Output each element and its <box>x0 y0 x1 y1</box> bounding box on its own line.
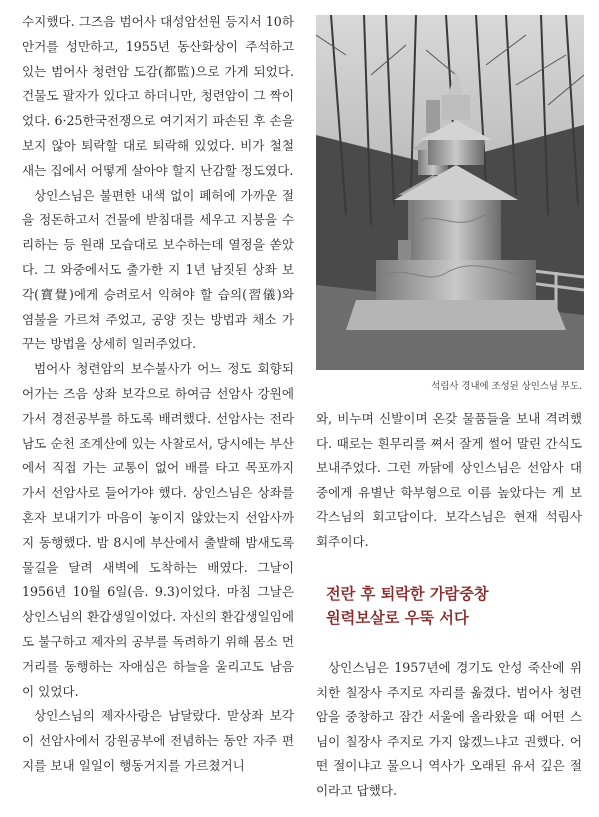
paragraph-repair-work: 상인스님은 불편한 내색 없이 폐허에 가까운 절을 정돈하고서 건물에 받침대를 세우고 지붕을 수리하는 등 원래 모습대로 보수하는데 열정을 쏟았다. 그 와중에서도 출가한 지 1년 남짓된 상좌 보각(寶覺)에게 승려로서 익혀야 할 습의(習儀)와 염불을 가르쳐 주었고, 공양 짓는 방법과 채소 가꾸는 방법을 상세히 일러주었다. <box>22 187 294 352</box>
section-heading <box>326 582 586 630</box>
section-heading-line-1: 전란 후 퇴락한 가람중창 <box>326 585 489 603</box>
paragraph-continuation: 와, 비누며 신발이며 온갖 물품들을 보내 격려했다. 때로는 흰무리를 쪄서 잘게 썰어 말린 간식도 보내주었다. 그런 까닭에 상인스님은 선암사 대중에게 유별난 학부형으로 이름 높았다는 게 보각스님의 회고담이다. 보각스님은 현재 석림사 회주이다. <box>316 411 582 549</box>
paragraph-restoration-intro: 수지했다. 그즈음 범어사 대성암선원 등지서 10하안거를 성만하고, 1955년 동산화상이 주석하고 있는 범어사 청련암 도감(都監)으로 가게 되었다. 건물도 팔자가 있다고 하더니만, 청련암이 그 짝이었다. 6·25한국전쟁으로 여기저기 파손된 후 손을 보지 않아 퇴락할 대로 퇴락해 있었다. 비가 철철 새는 집에서 어떻게 살아야 할지 난감할 정도였다. <box>22 14 294 178</box>
section-heading-line-2: 원력보살로 우뚝 서다 <box>326 609 469 627</box>
stupa-photo-illustration <box>316 15 584 370</box>
paragraph-disciple-love: 상인스님의 제자사랑은 남달랐다. 맏상좌 보각이 선암사에서 강원공부에 전념하는 동안 자주 편지를 보내 일일이 행동거지를 가르쳤거니 <box>22 708 294 773</box>
left-text-column <box>22 10 294 779</box>
right-text-column-top <box>316 407 582 555</box>
right-text-column-bottom <box>316 656 582 804</box>
photo-caption: 석림사 경내에 조성된 상인스님 부도. <box>431 381 582 392</box>
stupa-photo <box>316 15 584 370</box>
paragraph-seonamsa-journey: 범어사 청련암의 보수불사가 어느 정도 회향되어가는 즈음 상좌 보각으로 하여금 선암사 강원에 가서 경전공부를 하도록 배려했다. 선암사는 전라남도 순천 조계산에 있는 사찰로서, 당시에는 부산에서 직접 가는 교통이 없어 배를 타고 목포까지 가서 선암사로 들어가야 했다. 상인스님은 상좌를 혼자 보내기가 마음이 놓이지 않았는지 선암사까지 동행했다. 밤 8시에 부산에서 출발해 밤새도록 물길을 달려 새벽에 도착하는 배였다. 그날이 1956년 10월 6일(음. 9.3)이었다. 마침 그날은 상인스님의 환갑생일이었다. 자신의 환갑생일임에도 불구하고 제자의 공부를 독려하기 위해 몸소 먼 거리를 동행하는 자애심은 하늘을 울리고도 남음이 있었다. <box>22 361 294 699</box>
paragraph-chiljangsa: 상인스님은 1957년에 경기도 안성 죽산에 위치한 칠장사 주지로 자리를 옮겼다. 범어사 청련암을 중창하고 잠간 서울에 올라왔을 때 어떤 스님이 칠장사 주지로 가지 않겠느냐고 권했다. 어떤 절이냐고 물으니 역사가 오래된 유서 깊은 절이라고 답했다. <box>316 660 582 798</box>
